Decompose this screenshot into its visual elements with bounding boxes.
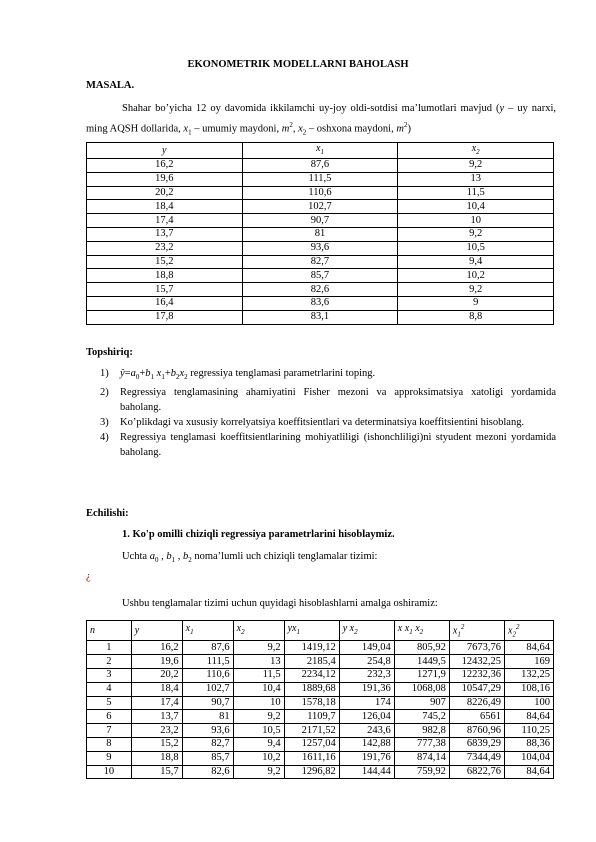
table-cell: 10547,29 (449, 682, 504, 696)
task-list (86, 366, 556, 460)
table-row (87, 172, 554, 186)
table-cell: 8,8 (398, 310, 554, 324)
table-cell: 1109,7 (284, 710, 339, 724)
table-cell: 6839,29 (449, 737, 504, 751)
header-x1sq: $x_1^2$ (449, 621, 504, 641)
calc-table (86, 620, 554, 779)
table-row (87, 668, 554, 682)
table-cell: 1 (87, 641, 132, 655)
table-cell: 13,7 (87, 227, 243, 241)
table-cell: 232,3 (339, 668, 394, 682)
table-row (87, 227, 554, 241)
table-cell: 9,2 (398, 227, 554, 241)
table-cell: 174 (339, 696, 394, 710)
table-cell: 90,7 (182, 696, 233, 710)
table-cell: 84,64 (505, 641, 554, 655)
table-cell: 84,64 (505, 765, 554, 779)
header-n: n (87, 621, 132, 641)
table-cell: 8226,49 (449, 696, 504, 710)
table-cell: 10,4 (398, 200, 554, 214)
table-cell: 1257,04 (284, 737, 339, 751)
solution-heading: Echilishi: (86, 508, 129, 519)
table-cell: 254,8 (339, 655, 394, 669)
table-cell: 7 (87, 724, 132, 738)
table-row (87, 682, 554, 696)
list-item: 3) Ko’plikdagi va xususiy korrelyatsiya koeffitsientlari va determinatsiya koeffitsientini hisoblang. (100, 417, 525, 429)
header-x2sq: $x_2^2$ (505, 621, 554, 641)
table-cell: 102,7 (242, 200, 398, 214)
table-cell: 102,7 (182, 682, 233, 696)
table-cell: 7673,76 (449, 641, 504, 655)
table-cell: 6561 (449, 710, 504, 724)
table-row (87, 186, 554, 200)
header-yx1: $yx_1$ (284, 621, 339, 641)
table-cell: 90,7 (242, 214, 398, 228)
table-cell: 2 (87, 655, 132, 669)
table-row (87, 159, 554, 173)
table-header-row (87, 621, 554, 641)
data-table (86, 142, 554, 325)
table-cell: 17,8 (87, 310, 243, 324)
table-cell: 110,6 (182, 668, 233, 682)
table-cell: 2185,4 (284, 655, 339, 669)
table-cell: 9,4 (233, 737, 284, 751)
table-row (87, 710, 554, 724)
table-cell: 759,92 (394, 765, 449, 779)
table-cell: 19,6 (131, 655, 182, 669)
table-cell: 1419,12 (284, 641, 339, 655)
table-cell: 17,4 (87, 214, 243, 228)
table-cell: 18,4 (87, 200, 243, 214)
table-cell: 111,5 (182, 655, 233, 669)
table-cell: 10,4 (233, 682, 284, 696)
table-cell: 87,6 (182, 641, 233, 655)
table-cell: 13 (398, 172, 554, 186)
table-cell: 9,2 (233, 765, 284, 779)
table-cell: 81 (242, 227, 398, 241)
table-cell: 8 (87, 737, 132, 751)
table-row (87, 296, 554, 310)
table-row (87, 283, 554, 297)
table-cell: 85,7 (182, 751, 233, 765)
table-cell: 6822,76 (449, 765, 504, 779)
table-cell: 12432,25 (449, 655, 504, 669)
table-cell: 15,2 (87, 255, 243, 269)
list-item: 2) Regressiya tenglamasining ahamiyatini Fisher mezoni va approksimatsiya xatoligi yordamida baholang. (100, 387, 556, 414)
table-cell: 88,36 (505, 737, 554, 751)
table-cell: 85,7 (242, 269, 398, 283)
table-cell: 9 (398, 296, 554, 310)
table-cell: 9,2 (398, 283, 554, 297)
table-cell: 907 (394, 696, 449, 710)
table-cell: 18,4 (131, 682, 182, 696)
table-cell: 20,2 (87, 186, 243, 200)
table-row (87, 696, 554, 710)
table-cell: 18,8 (87, 269, 243, 283)
unknowns-sentence: Uchta $a_0$ , $b_1$ , $b_2$ noma’lumli uch chiziqli tenglamalar tizimi: (122, 551, 378, 565)
table-row (87, 765, 554, 779)
table-cell: 18,8 (131, 751, 182, 765)
table-cell: 132,25 (505, 668, 554, 682)
table-cell: 10 (87, 765, 132, 779)
table-cell: 142,88 (339, 737, 394, 751)
table-cell: 17,4 (131, 696, 182, 710)
intro-paragraph: Shahar bo’yicha 12 oy davomida ikkilamchi uy-joy oldi-sotdisi ma’lumotlari mavjud (y – uy narxi, ming AQSH dollarida, $x_1$ – umumiy maydoni, $m^2$, $x_2$ – oshxona maydoni, $m^2$) (86, 103, 557, 137)
table-cell: 9,2 (398, 159, 554, 173)
list-item: 1) $ŷ=a_0+b_1$ $x_1+b_2x_2$ regressiya tenglamasi parametrlarini toping. (100, 368, 376, 382)
table-row (87, 200, 554, 214)
table-cell: 83,1 (242, 310, 398, 324)
table-cell: 11,5 (398, 186, 554, 200)
table-cell: 100 (505, 696, 554, 710)
table-cell: 9,2 (233, 710, 284, 724)
table-cell: 82,7 (182, 737, 233, 751)
table-cell: 9,4 (398, 255, 554, 269)
table-cell: 2171,52 (284, 724, 339, 738)
header-x2: $x_2$ (233, 621, 284, 641)
table-cell: 243,6 (339, 724, 394, 738)
table-row (87, 214, 554, 228)
header-yx2: y $x_2$ (339, 621, 394, 641)
table-cell: 10 (233, 696, 284, 710)
table-cell: 1296,82 (284, 765, 339, 779)
table-cell: 10,5 (398, 241, 554, 255)
table-cell: 10,5 (233, 724, 284, 738)
task-heading: Topshiriq: (86, 347, 133, 358)
table-cell: 13,7 (131, 710, 182, 724)
table-row (87, 641, 554, 655)
table-cell: 82,6 (182, 765, 233, 779)
table-cell: 144,44 (339, 765, 394, 779)
table-cell: 82,6 (242, 283, 398, 297)
table-cell: 4 (87, 682, 132, 696)
table-cell: 8760,96 (449, 724, 504, 738)
table-cell: 19,6 (87, 172, 243, 186)
table-cell: 169 (505, 655, 554, 669)
table-cell: 777,38 (394, 737, 449, 751)
table-cell: 20,2 (131, 668, 182, 682)
table-cell: 10,2 (398, 269, 554, 283)
table-cell: 16,2 (131, 641, 182, 655)
table-cell: 874,14 (394, 751, 449, 765)
table-cell: 745,2 (394, 710, 449, 724)
table-cell: 1611,16 (284, 751, 339, 765)
header-x1: $x_1$ (242, 143, 398, 159)
table-cell: 6 (87, 710, 132, 724)
missing-equation-glyph: ¿ (86, 571, 91, 582)
table-cell: 110,25 (505, 724, 554, 738)
table-cell: 11,5 (233, 668, 284, 682)
table-cell: 191,76 (339, 751, 394, 765)
table-cell: 12232,36 (449, 668, 504, 682)
table-row (87, 255, 554, 269)
table-cell: 16,4 (87, 296, 243, 310)
table-cell: 81 (182, 710, 233, 724)
table-cell: 149,04 (339, 641, 394, 655)
table-cell: 982,8 (394, 724, 449, 738)
table-cell: 84,64 (505, 710, 554, 724)
table-cell: 7344,49 (449, 751, 504, 765)
step-heading: 1. Ko'p omilli chiziqli regressiya parametrlarini hisoblaymiz. (122, 529, 395, 540)
table-row (87, 737, 554, 751)
table-cell: 82,7 (242, 255, 398, 269)
header-x2: $x_2$ (398, 143, 554, 159)
table-cell: 1578,18 (284, 696, 339, 710)
table-cell: 15,2 (131, 737, 182, 751)
table-row (87, 269, 554, 283)
table-cell: 126,04 (339, 710, 394, 724)
header-y: y (131, 621, 182, 641)
table-cell: 83,6 (242, 296, 398, 310)
table-cell: 191,36 (339, 682, 394, 696)
table-cell: 16,2 (87, 159, 243, 173)
table-cell: 87,6 (242, 159, 398, 173)
table-header-row (87, 143, 554, 159)
header-y: y (87, 143, 243, 159)
table-cell: 111,5 (242, 172, 398, 186)
table-cell: 9,2 (233, 641, 284, 655)
table-cell: 1889,68 (284, 682, 339, 696)
table-cell: 15,7 (131, 765, 182, 779)
table-cell: 805,92 (394, 641, 449, 655)
table-cell: 9 (87, 751, 132, 765)
table-row (87, 310, 554, 324)
table-row (87, 751, 554, 765)
table-cell: 108,16 (505, 682, 554, 696)
table-cell: 15,7 (87, 283, 243, 297)
table-cell: 3 (87, 668, 132, 682)
table-cell: 1068,08 (394, 682, 449, 696)
table-cell: 104,04 (505, 751, 554, 765)
table-cell: 110,6 (242, 186, 398, 200)
table-cell: 23,2 (131, 724, 182, 738)
header-x1x2: x $x_1$ $x_2$ (394, 621, 449, 641)
table-cell: 13 (233, 655, 284, 669)
table-row (87, 724, 554, 738)
table-cell: 93,6 (242, 241, 398, 255)
calc-sentence: Ushbu tenglamalar tizimi uchun quyidagi hisoblashlarni amalga oshiramiz: (122, 598, 438, 609)
table-cell: 2234,12 (284, 668, 339, 682)
header-x1: $x_1$ (182, 621, 233, 641)
table-cell: 10,2 (233, 751, 284, 765)
table-cell: 23,2 (87, 241, 243, 255)
table-cell: 93,6 (182, 724, 233, 738)
table-cell: 1449,5 (394, 655, 449, 669)
table-row (87, 241, 554, 255)
table-cell: 10 (398, 214, 554, 228)
table-cell: 5 (87, 696, 132, 710)
list-item: 4) Regressiya tenglamasi koeffitsientlarining mohiyatliligi (ishonchliligi)ni styudent mezoni yordamida baholang. (100, 432, 556, 459)
problem-heading: MASALA. (86, 80, 135, 91)
page-title: EKONOMETRIK MODELLARNI BAHOLASH (187, 59, 409, 70)
table-cell: 1271,9 (394, 668, 449, 682)
table-row (87, 655, 554, 669)
